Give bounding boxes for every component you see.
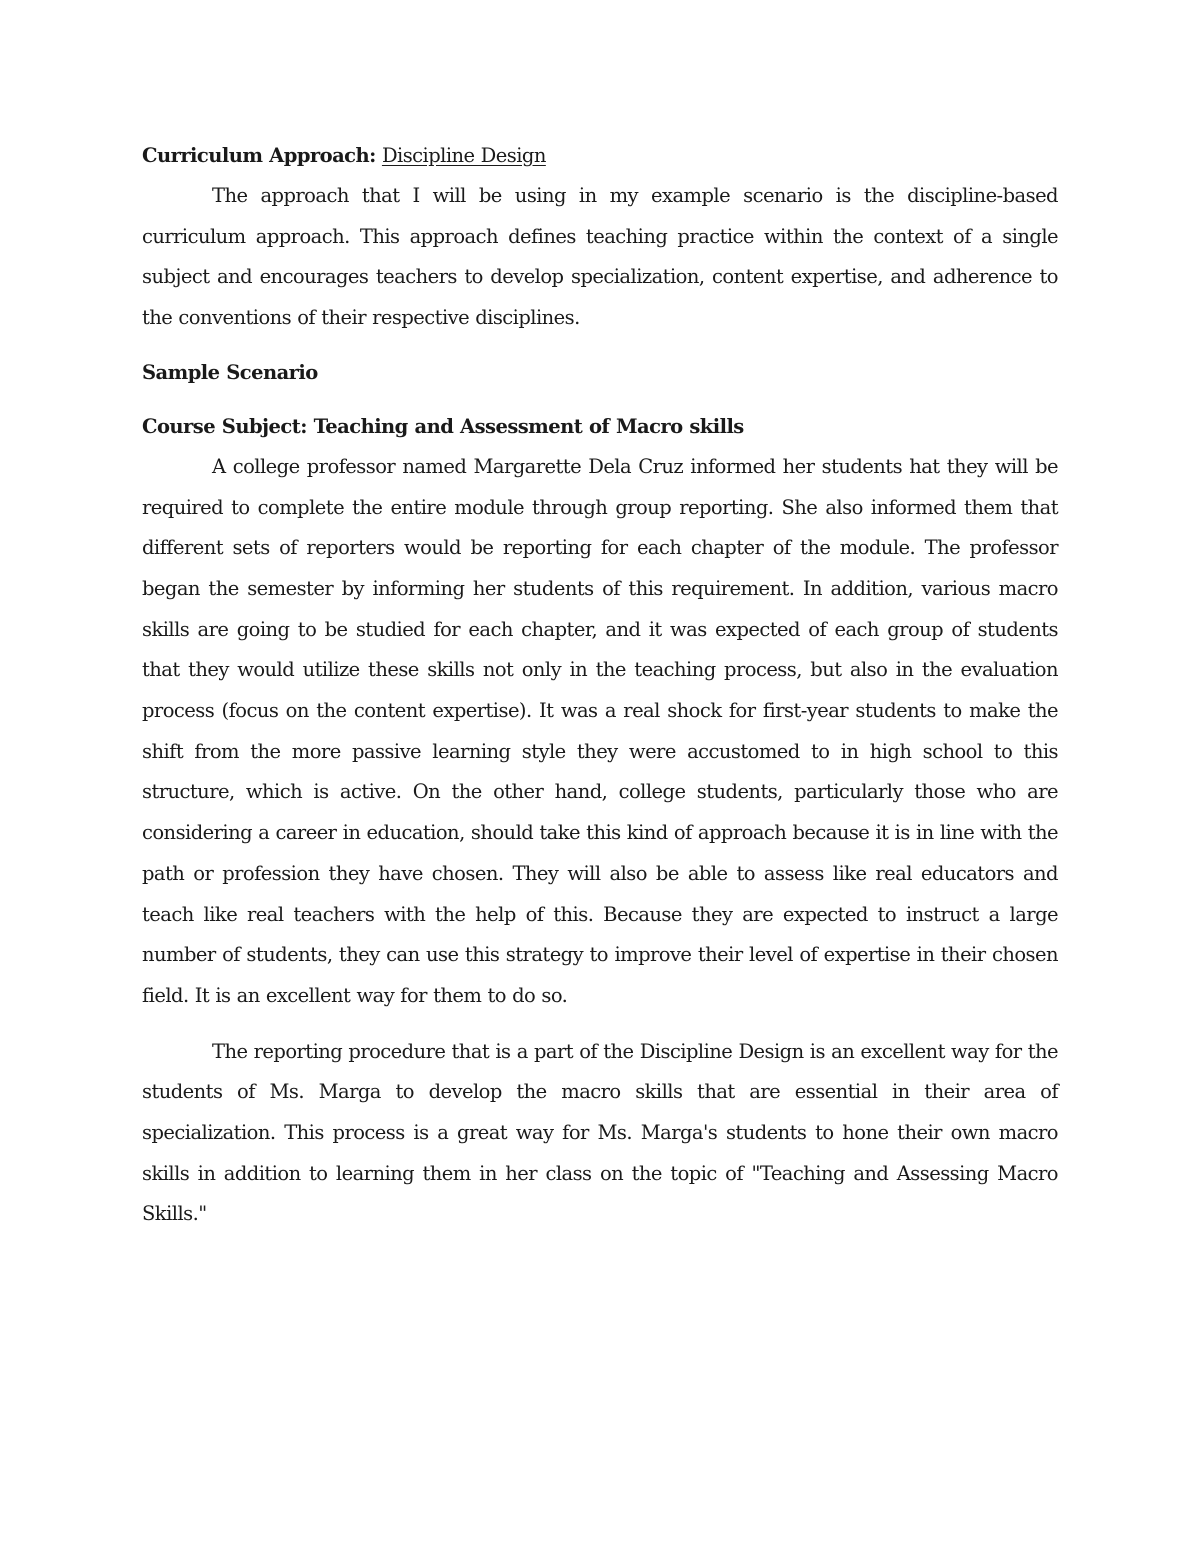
spacer xyxy=(142,393,1058,407)
spacer xyxy=(142,1017,1058,1032)
closing-paragraph: The reporting procedure that is a part of the Discipline Design is an excellent way for the students of Ms. Marga to develop the macro skills that are essential in their area of specialization. This process is a great way for Ms. Marga's students to hone their own macro skills in addition to learning them in her class on the topic of "Teaching and Assessing Macro Skills." xyxy=(142,1039,1058,1226)
curriculum-approach-line xyxy=(142,136,1058,176)
course-subject-heading: Course Subject: Teaching and Assessment of Macro skills xyxy=(142,414,744,438)
scenario-paragraph: A college professor named Margarette Dela Cruz informed her students hat they will be required to complete the entire module through group reporting. She also informed them that different sets of reporters would be reporting for each chapter of the module. The professor began the semester by informing her students of this requirement. In addition, various macro skills are going to be studied for each chapter, and it was expected of each group of students that they would utilize these skills not only in the teaching process, but also in the evaluation process (focus on the content expertise). It was a real shock for first-year students to make the shift from the more passive learning style they were accustomed to in high school to this structure, which is active. On the other hand, college students, particularly those who are considering a career in education, should take this kind of approach because it is in line with the path or profession they have chosen. They will also be able to assess like real educators and teach like real teachers with the help of this. Because they are expected to instruct a large number of students, they can use this strategy to improve their level of expertise in their chosen field. It is an excellent way for them to do so. xyxy=(142,454,1058,1007)
document-body xyxy=(142,136,1058,1235)
approach-value: Discipline Design xyxy=(381,144,546,167)
approach-label: Curriculum Approach: xyxy=(142,144,376,167)
intro-paragraph: The approach that I will be using in my example scenario is the discipline-based curriculum approach. This approach defines teaching practice within the context of a single subject and encourages teachers to develop specialization, content expertise, and adherence to the conventions of their respective disciplines. xyxy=(142,184,1058,330)
scenario-heading: Sample Scenario xyxy=(142,360,318,384)
spacer xyxy=(142,339,1058,353)
